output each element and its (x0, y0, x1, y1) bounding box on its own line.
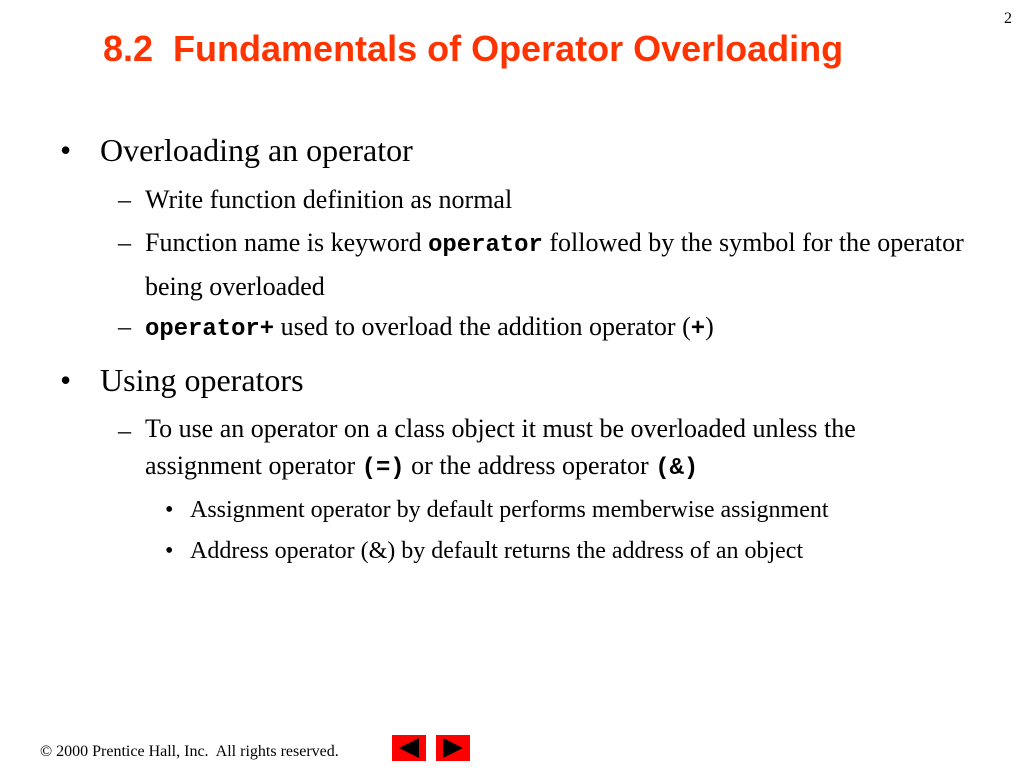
code-plus-symbol: + (690, 316, 706, 343)
subitem-text (145, 306, 968, 350)
prev-slide-button[interactable] (392, 735, 426, 761)
subitem-text: Write function definition as normal (145, 185, 513, 214)
subitem-use-operator (118, 410, 968, 487)
bullet-text: Using operators (100, 362, 304, 398)
subsubitem-assignment-default (165, 495, 829, 525)
subsubitem-text: Assignment operator by default performs memberwise assignment (190, 497, 829, 523)
subitem-text-mid: or the address operator (404, 451, 656, 480)
code-keyword-operator: operator (428, 232, 543, 259)
left-arrow-icon (392, 735, 426, 761)
bullet-glyph: • (165, 497, 174, 523)
dash-glyph: – (118, 185, 131, 214)
right-arrow-icon (436, 735, 470, 761)
code-operator-plus: operator+ (145, 316, 275, 343)
subitem-text-pre: Function name is keyword (145, 228, 429, 257)
code-address: (&) (655, 455, 699, 482)
subitem-write-definition (118, 179, 968, 220)
bullet-glyph: • (165, 538, 174, 564)
bullet-text: Overloading an operator (100, 132, 413, 168)
code-assignment: (=) (361, 455, 405, 482)
slide-title: 8.2 Fundamentals of Operator Overloading (103, 28, 844, 69)
bullet-glyph: • (60, 132, 72, 168)
subitem-text-post: followed by the symbol for the operator being overloaded (145, 228, 964, 301)
subitem-text-mid: used to overload the addition operator ( (274, 312, 691, 341)
subitem-text-pre: To use an operator on a class object it must be overloaded unless the assignment operator (145, 414, 856, 480)
copyright-footer: © 2000 Prentice Hall, Inc. All rights reserved. (40, 743, 339, 760)
dash-glyph: – (118, 228, 131, 257)
bullet-glyph: • (60, 362, 72, 398)
subsubitem-address-default (165, 536, 803, 566)
dash-glyph: – (118, 312, 131, 341)
subitem-text-post: ) (705, 312, 714, 341)
subitem-function-name (118, 222, 968, 307)
dash-glyph: – (118, 416, 131, 445)
page-number: 2 (1004, 10, 1012, 27)
subitem-text (145, 410, 968, 487)
subitem-operator-plus (118, 306, 968, 350)
subsubitem-text: Address operator (&) by default returns the address of an object (190, 538, 804, 564)
next-slide-button[interactable] (436, 735, 470, 761)
subitem-text (145, 222, 968, 307)
